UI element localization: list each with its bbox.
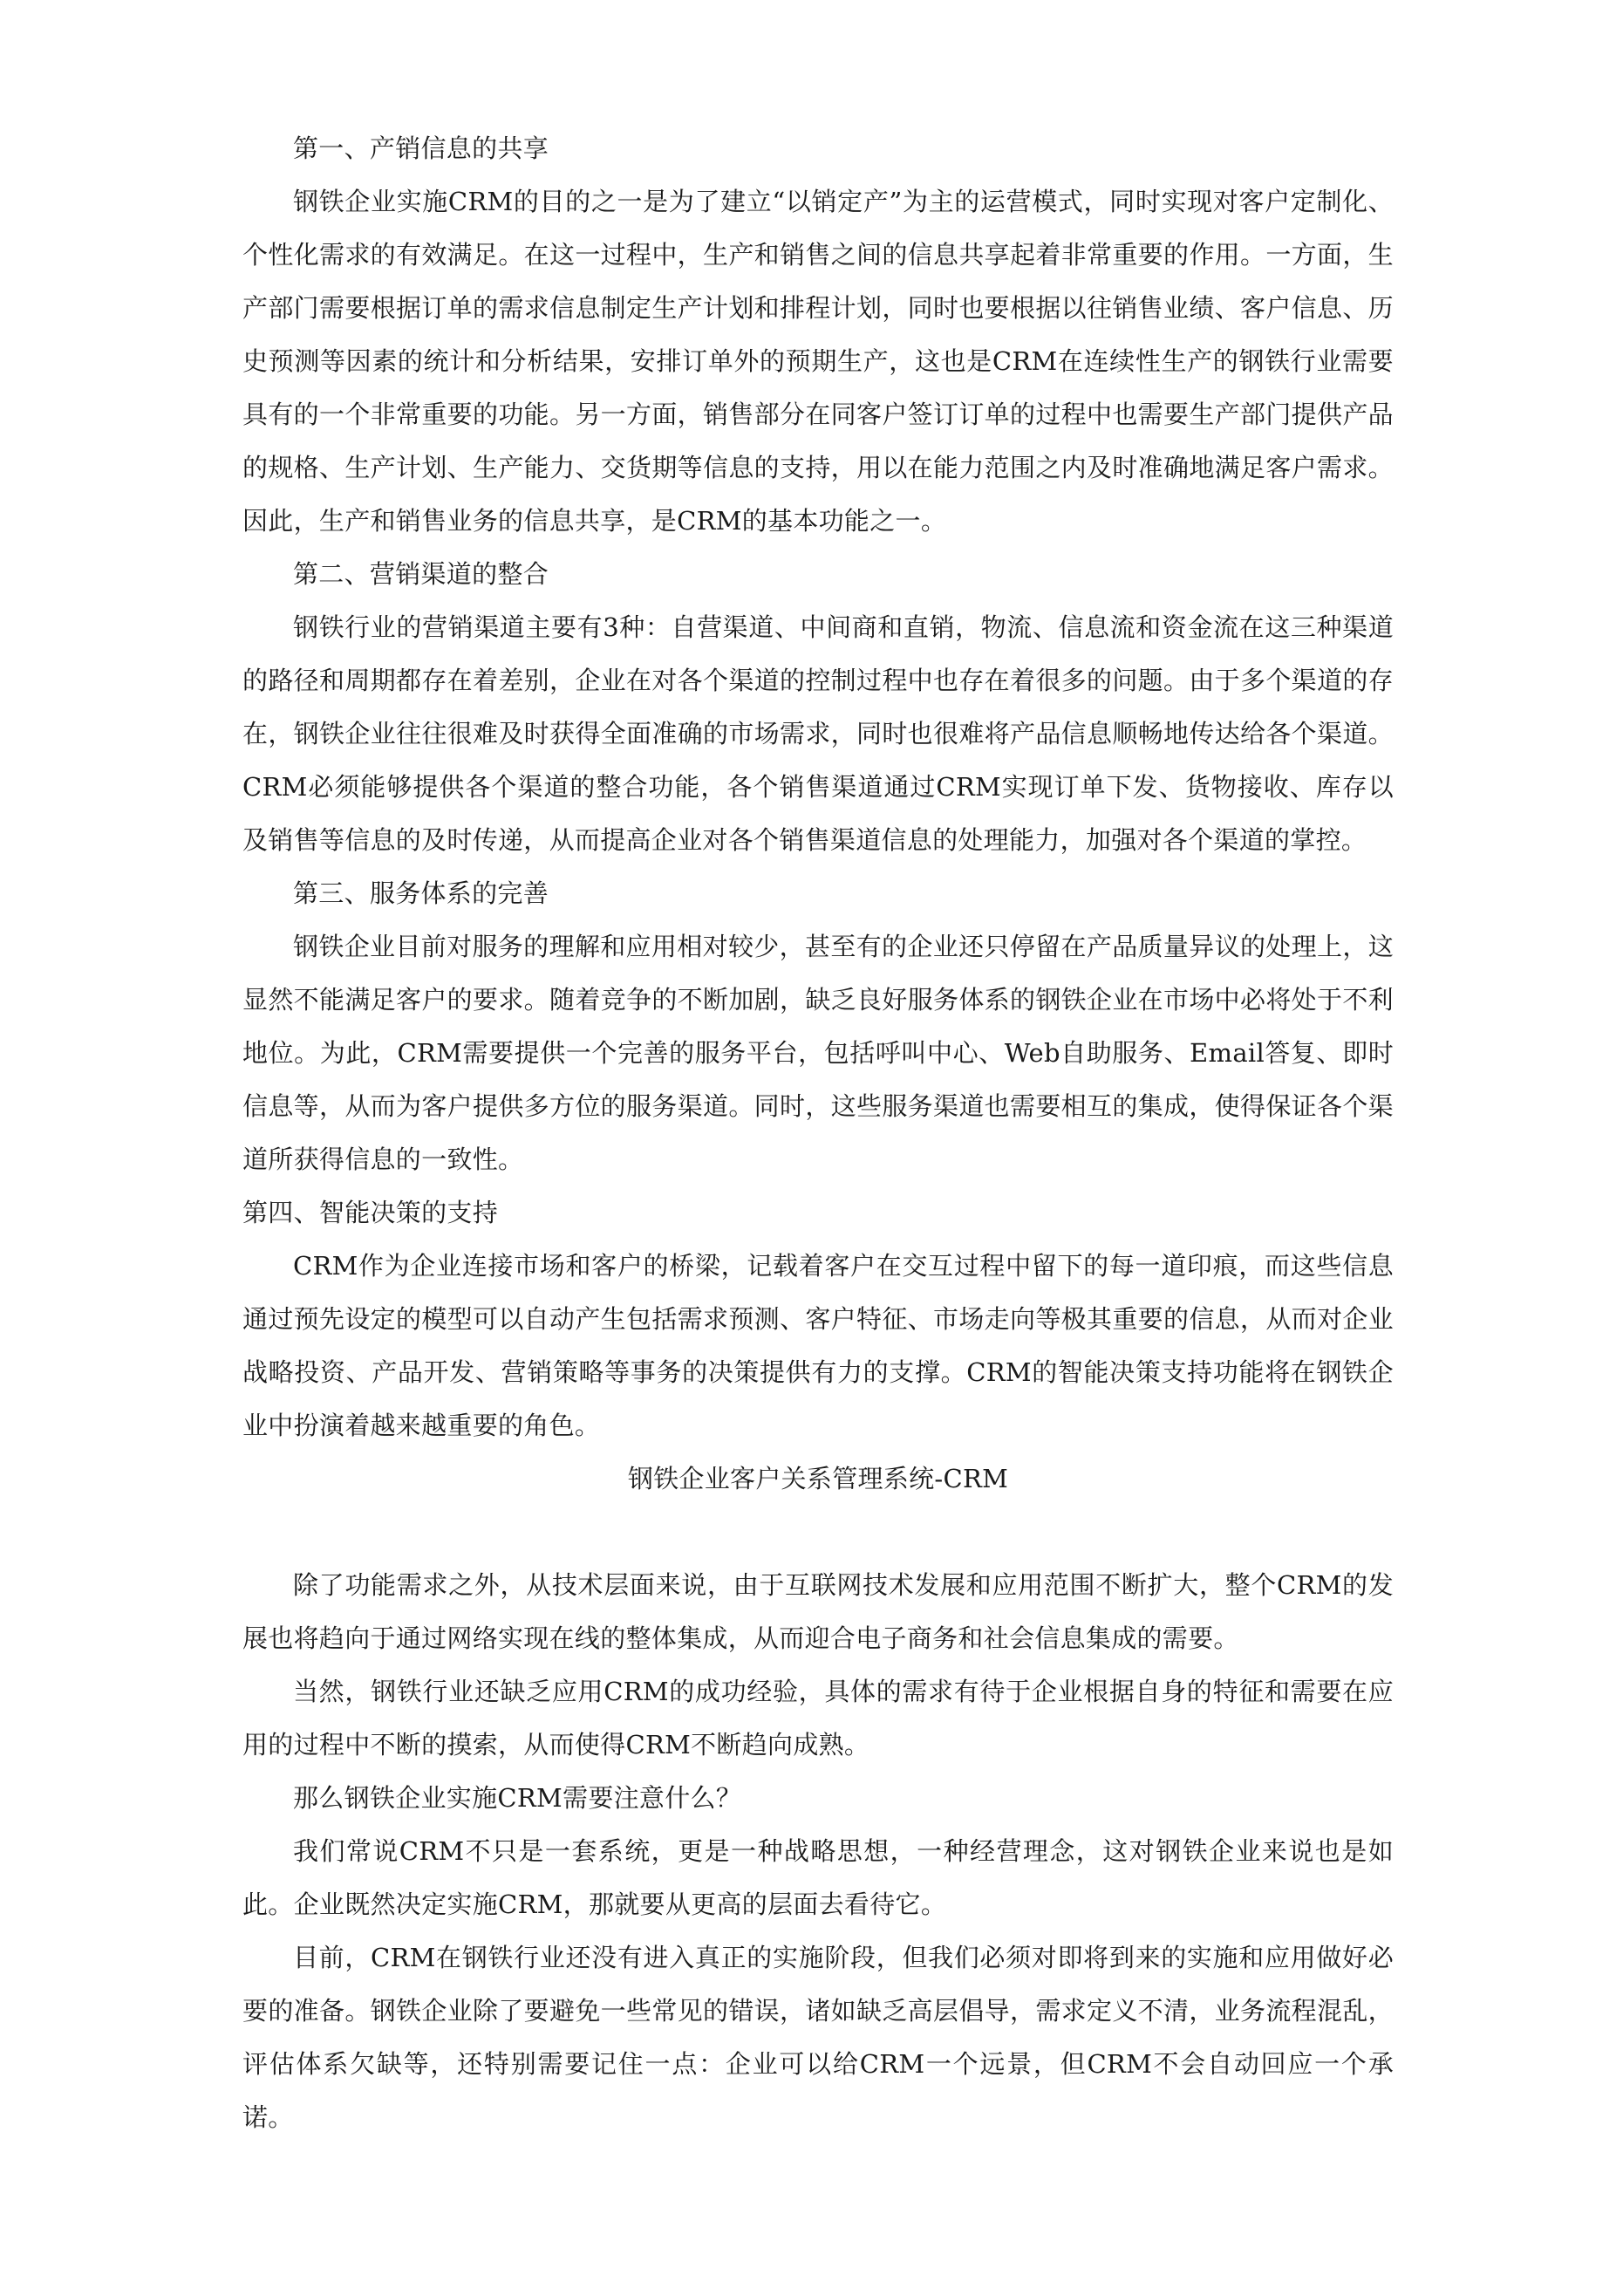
section-paragraph-2: 钢铁行业的营销渠道主要有3种：自营渠道、中间商和直销，物流、信息流和资金流在这三种渠道的路径和周期都存在着差别，企业在对各个渠道的控制过程中也存在着很多的问题。由于多个渠道的存在，钢铁企业往往很难及时获得全面准确的市场需求，同时也很难将产品信息顺畅地传达给各个渠道。CRM必须能够提供各个渠道的整合功能，各个销售渠道通过CRM实现订单下发、货物接收、库存以及销售等信息的及时传递，从而提高企业对各个销售渠道信息的处理能力，加强对各个渠道的掌控。 (242, 612, 1394, 855)
section-paragraph-1: 钢铁企业实施CRM的目的之一是为了建立“以销定产”为主的运营模式，同时实现对客户定制化、个性化需求的有效满足。在这一过程中，生产和销售之间的信息共享起着非常重要的作用。一方面，生产部门需要根据订单的需求信息制定生产计划和排程计划，同时也要根据以往销售业绩、客户信息、历史预测等因素的统计和分析结果，安排订单外的预期生产，这也是CRM在连续性生产的钢铁行业需要具有的一个非常重要的功能。另一方面，销售部分在同客户签订订单的过程中也需要生产部门提供产品的规格、生产计划、生产能力、交货期等信息的支持，用以在能力范围之内及时准确地满足客户需求。因此，生产和销售业务的信息共享，是CRM的基本功能之一。 (242, 187, 1394, 536)
section-heading-1: 第一、产销信息的共享 (293, 133, 549, 163)
closing-paragraph-1: 除了功能需求之外，从技术层面来说，由于互联网技术发展和应用范围不断扩大，整个CRM的发展也将趋向于通过网络实现在线的整体集成，从而迎合电子商务和社会信息集成的需要。 (242, 1570, 1394, 1653)
section-paragraph-4: CRM作为企业连接市场和客户的桥梁，记载着客户在交互过程中留下的每一道印痕，而这些信息通过预先设定的模型可以自动产生包括需求预测、客户特征、市场走向等极其重要的信息，从而对企业战略投资、产品开发、营销策略等事务的决策提供有力的支撑。CRM的智能决策支持功能将在钢铁企业中扮演着越来越重要的角色。 (242, 1251, 1394, 1440)
spacer (242, 1506, 1394, 1559)
closing-paragraph-5: 目前，CRM在钢铁行业还没有进入真正的实施阶段，但我们必须对即将到来的实施和应用做好必要的准备。钢铁企业除了要避免一些常见的错误，诸如缺乏高层倡导，需求定义不清，业务流程混乱，评估体系欠缺等，还特别需要记住一点：企业可以给CRM一个远景，但CRM不会自动回应一个承诺。 (242, 1943, 1394, 2132)
section-heading-3: 第三、服务体系的完善 (293, 878, 549, 908)
closing-paragraph-3: 那么钢铁企业实施CRM需要注意什么？ (293, 1783, 742, 1813)
section-heading-2: 第二、营销渠道的整合 (293, 559, 549, 589)
closing-paragraph-2: 当然，钢铁行业还缺乏应用CRM的成功经验，具体的需求有待于企业根据自身的特征和需要在应用的过程中不断的摸索，从而使得CRM不断趋向成熟。 (242, 1677, 1394, 1760)
document-body (242, 122, 1394, 2144)
section-paragraph-3: 钢铁企业目前对服务的理解和应用相对较少，甚至有的企业还只停留在产品质量异议的处理上，这显然不能满足客户的要求。随着竞争的不断加剧，缺乏良好服务体系的钢铁企业在市场中必将处于不利地位。为此，CRM需要提供一个完善的服务平台，包括呼叫中心、Web自助服务、Email答复、即时信息等，从而为客户提供多方位的服务渠道。同时，这些服务渠道也需要相互的集成，使得保证各个渠道所获得信息的一致性。 (242, 932, 1394, 1174)
section-heading-4: 第四、智能决策的支持 (242, 1198, 499, 1227)
center-title: 钢铁企业客户关系管理系统-CRM (627, 1464, 1009, 1493)
closing-paragraph-4: 我们常说CRM不只是一套系统，更是一种战略思想，一种经营理念，这对钢铁企业来说也是如此。企业既然决定实施CRM，那就要从更高的层面去看待它。 (242, 1836, 1394, 1919)
